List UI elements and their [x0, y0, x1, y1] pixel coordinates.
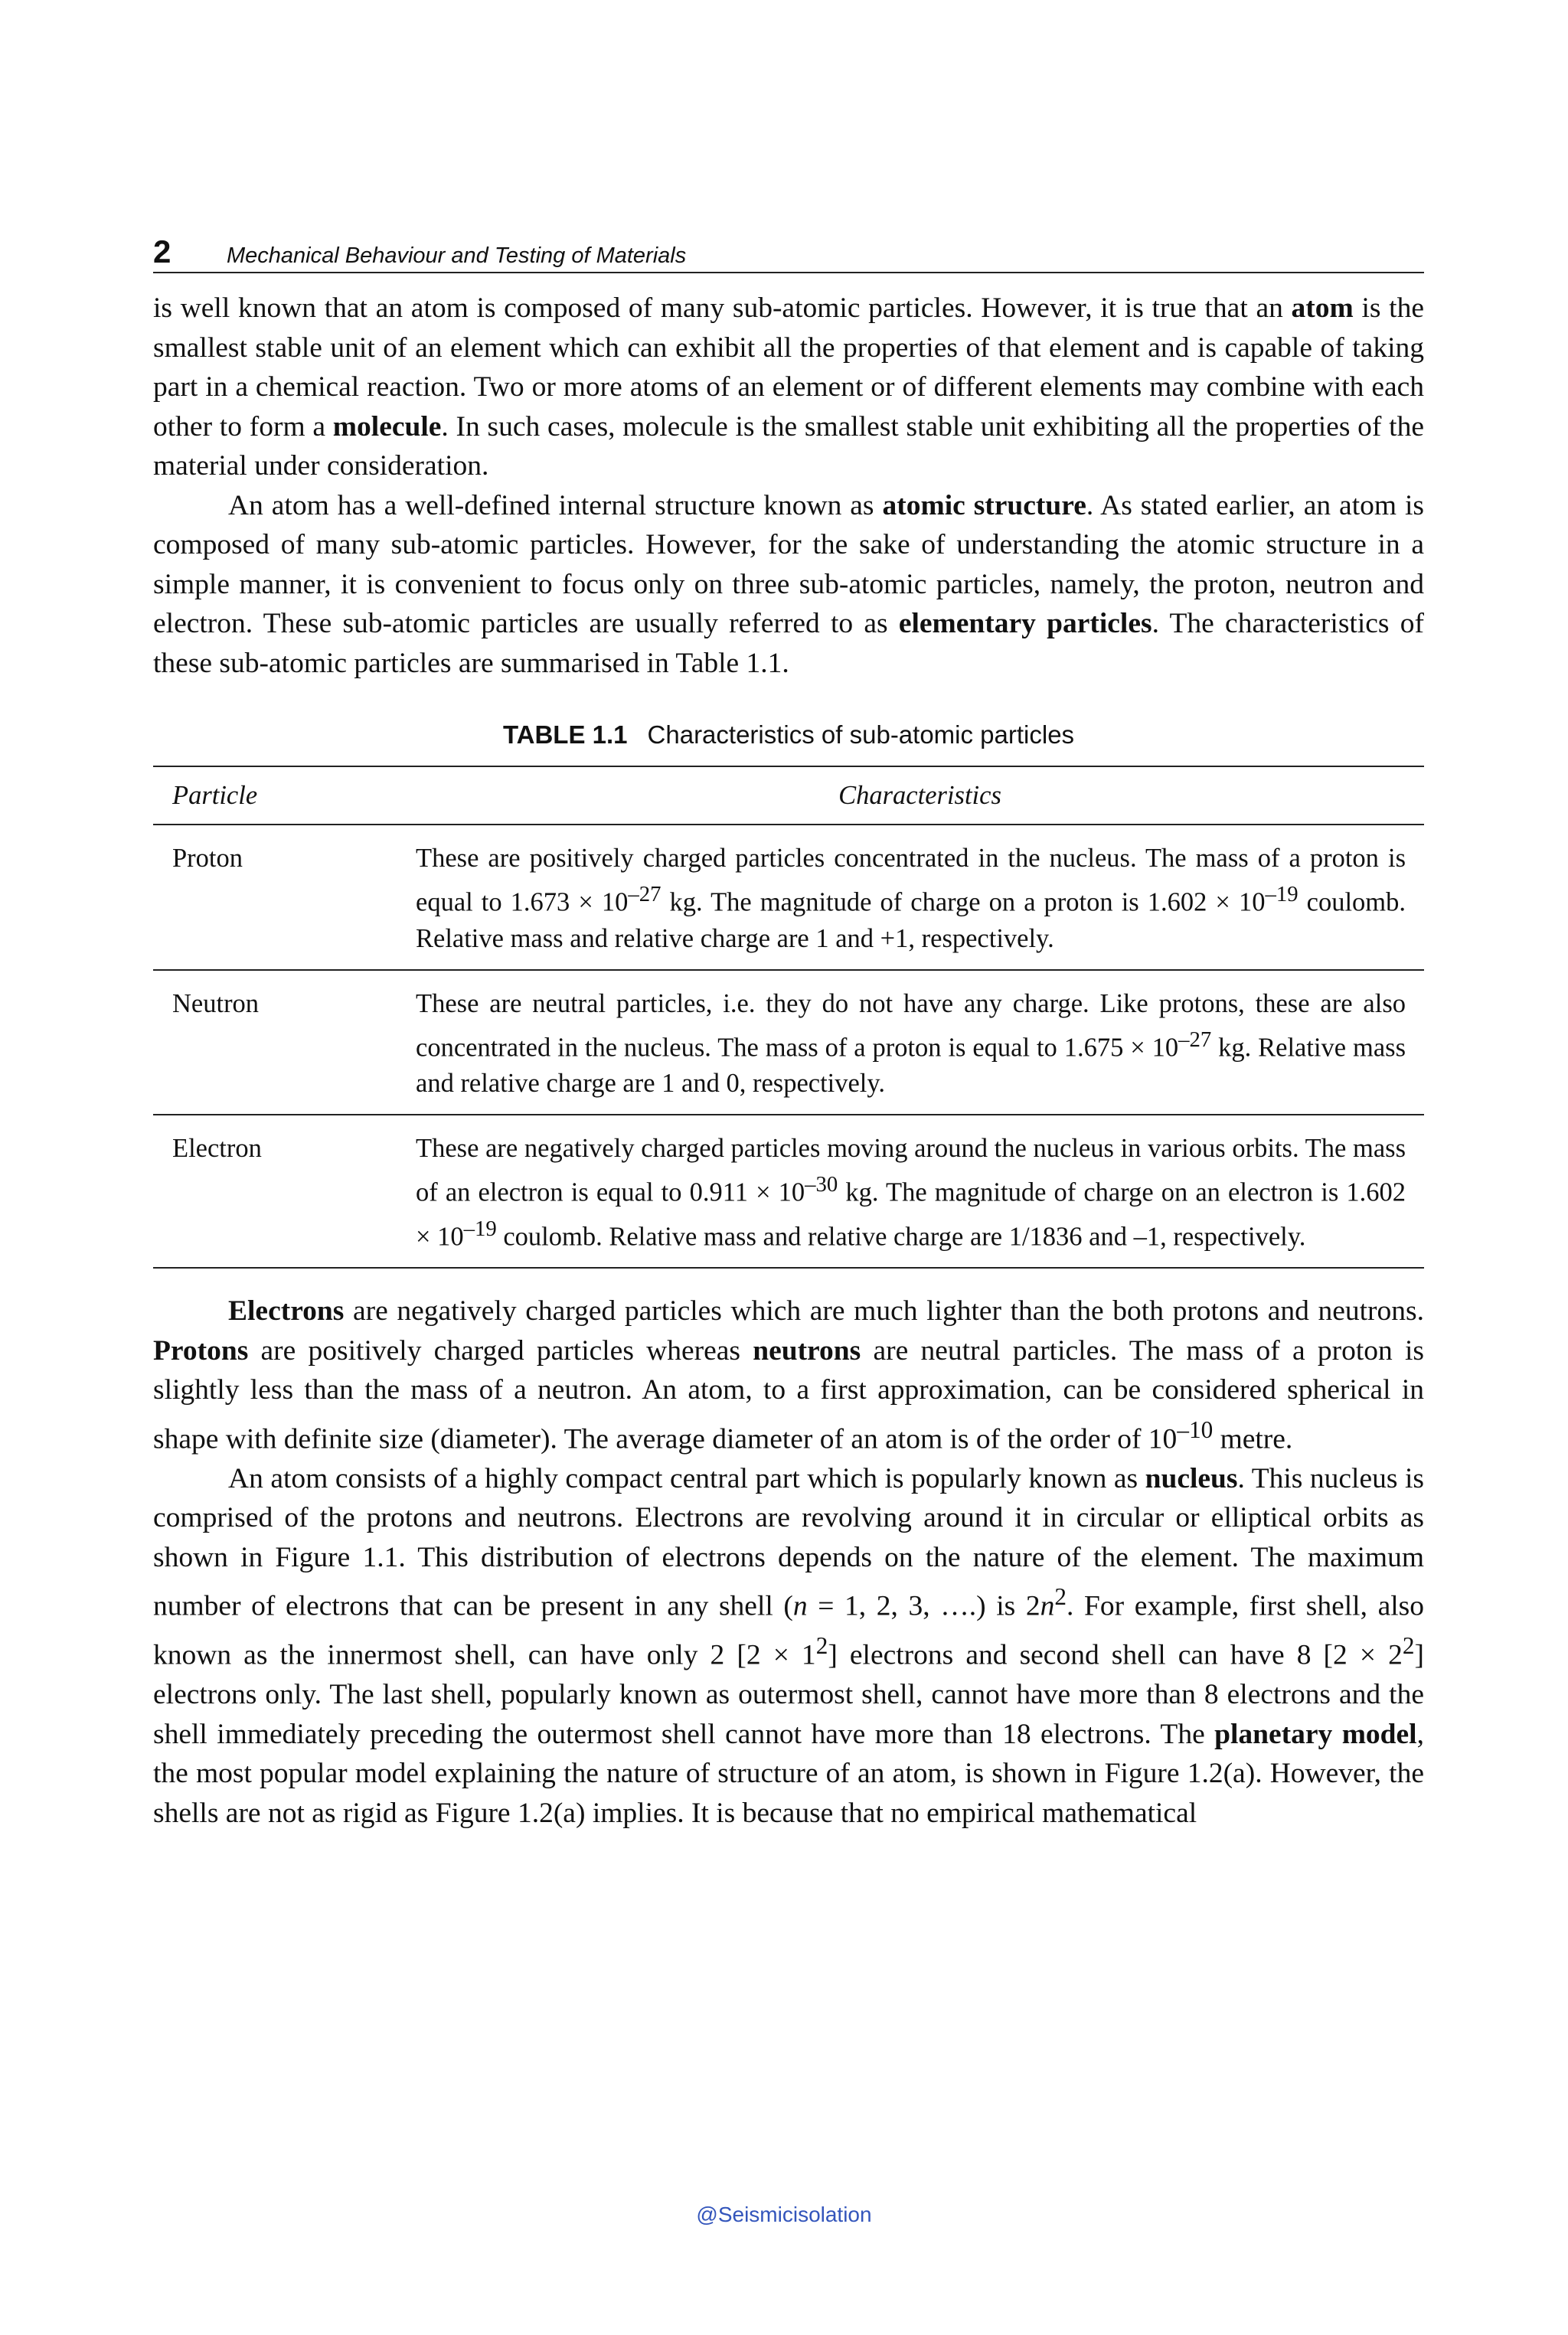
table-caption	[153, 720, 1424, 749]
page-number: 2	[153, 234, 172, 269]
body-text	[153, 1292, 1424, 1833]
table-title: Characteristics of sub-atomic particles	[647, 720, 1075, 749]
column-header-particle: Particle	[153, 766, 416, 825]
table-label: TABLE 1.1	[502, 720, 628, 749]
column-header-characteristics: Characteristics	[416, 766, 1424, 825]
particle-name: Proton	[153, 825, 416, 970]
particle-name: Electron	[153, 1115, 416, 1268]
table-header-row	[153, 766, 1424, 825]
page	[153, 234, 1424, 1833]
table-row	[153, 970, 1424, 1115]
particle-characteristics: These are positively charged particles concentrated in the nucleus. The mass of a proton is equal to $1.673 \times 10^{-27}$ kg. The magnitude of charge on a proton is $1.602 \times 10^{-19}$ coulomb. Relative mass and relative charge are 1 and +1, respectively.	[416, 825, 1424, 970]
paragraph: is well known that an atom is composed of many sub-atomic particles. However, it is true that an atom is the smallest stable unit of an element which can exhibit all the properties of that element and is capable of taking part in a chemical reaction. Two or more atoms of an element or of different elements may combine with each other to form a molecule. In such cases, molecule is the smallest stable unit exhibiting all the properties of the material under consideration.	[153, 292, 1425, 482]
particles-table	[153, 766, 1424, 1269]
intro-text	[153, 289, 1424, 683]
particle-name: Neutron	[153, 970, 416, 1115]
running-head	[153, 234, 1424, 273]
book-title: Mechanical Behaviour and Testing of Materials	[227, 243, 687, 268]
paragraph: An atom has a well-defined internal structure known as atomic structure. As stated earlier, an atom is composed of many sub-atomic particles. However, for the sake of understanding the atomic structure in a simple manner, it is convenient to focus only on three sub-atomic particles, namely, the proton, neutron and electron. These sub-atomic particles are usually referred to as elementary particles. The characteristics of these sub-atomic particles are summarised in Table 1.1.	[153, 489, 1424, 679]
table-row	[153, 1115, 1424, 1268]
paragraph: Electrons are negatively charged particles which are much lighter than the both protons and neutrons. Protons are positively charged particles whereas neutrons are neutral particles. The mass of a proton is slightly less than the mass of a neutron. An atom, to a first approximation, can be considered spherical in shape with definite size (diameter). The average diameter of an atom is of the order of $10^{-10}$ metre.	[153, 1295, 1424, 1455]
particle-characteristics: These are neutral particles, i.e. they do not have any charge. Like protons, these are also concentrated in the nucleus. The mass of a proton is equal to $1.675 \times 10^{-27}$ kg. Relative mass and relative charge are 1 and 0, respectively.	[416, 970, 1424, 1115]
particle-characteristics: These are negatively charged particles moving around the nucleus in various orbits. The mass of an electron is equal to $0.911 \times 10^{-30}$ kg. The magnitude of charge on an electron is $1.602 \times 10^{-19}$ coulomb. Relative mass and relative charge are 1/1836 and –1, respectively.	[416, 1115, 1424, 1268]
paragraph: An atom consists of a highly compact central part which is popularly known as nucleus. This nucleus is comprised of the protons and neutrons. Electrons are revolving around it in circular or elliptical orbits as shown in Figure 1.1. This distribution of electrons depends on the nature of the element. The maximum number of electrons that can be present in any shell (n = 1, 2, 3, ….) is $2n^2$. For example, first shell, also known as the innermost shell, can have only 2 $[2 \times 1^2]$ electrons and second shell can have 8 $[2 \times 2^2]$ electrons only. The last shell, popularly known as outermost shell, cannot have more than 8 electrons and the shell immediately preceding the outermost shell cannot have more than 18 electrons. The planetary model, the most popular model explaining the nature of structure of an atom, is shown in Figure 1.2(a). However, the shells are not as rigid as Figure 1.2(a) implies. It is because that no empirical mathematical	[153, 1462, 1424, 1829]
watermark: @Seismicisolation	[696, 2203, 872, 2226]
table-row	[153, 825, 1424, 970]
